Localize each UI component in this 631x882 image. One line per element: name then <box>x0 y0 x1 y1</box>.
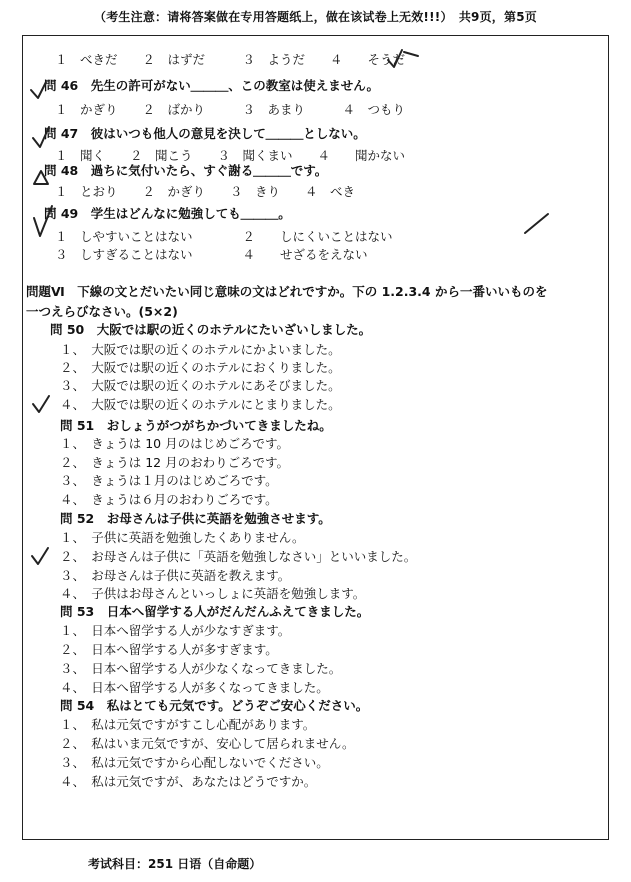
question-line: 一つえらびなさい。(5×2) <box>26 304 178 319</box>
option-line: ３ しすぎることはない ４ せざるをえない <box>55 247 368 262</box>
option-line: ４、 きょうは６月のおわりごろです。 <box>60 492 278 507</box>
option-line: ３、 お母さんは子供に英語を教えます。 <box>60 568 291 583</box>
question-line: 問 54 私はとても元気です。どうぞご安心ください。 <box>60 698 369 713</box>
question-line: 問 53 日本へ留学する人がだんだんふえてきました。 <box>60 604 370 619</box>
option-line: ２、 私はいま元気ですが、安心して居られません。 <box>60 736 355 751</box>
option-line: ２、 大阪では駅の近くのホテルにおくりました。 <box>60 360 341 375</box>
option-line: １ べきだ ２ はずだ ３ ようだ ４ そうだ <box>55 52 406 67</box>
option-line: １ しやすいことはない ２ しにくいことはない <box>55 229 393 244</box>
question-line: 問 46 先生の許可がない＿＿＿、この教室は使えません。 <box>44 78 379 93</box>
option-line: １ 聞く ２ 聞こう ３ 聞くまい ４ 聞かない <box>55 148 406 163</box>
option-line: ２、 きょうは 12 月のおわりごろです。 <box>60 455 289 470</box>
option-line: ４、 日本へ留学する人が多くなってきました。 <box>60 680 329 695</box>
option-line: １ とおり ２ かぎり ３ きり ４ べき <box>55 184 356 199</box>
option-line: ２、 日本へ留学する人が多すぎます。 <box>60 642 278 657</box>
option-line: １、 私は元気ですがすこし心配があります。 <box>60 717 316 732</box>
option-line: １、 きょうは 10 月のはじめごろです。 <box>60 436 289 451</box>
page-header: （考生注意：请将答案做在专用答题纸上，做在该试卷上无效!!!） 共9页，第5页 <box>94 10 537 24</box>
question-line: 問 50 大阪では駅の近くのホテルにたいざいしました。 <box>50 322 372 337</box>
option-line: ３、 きょうは１月のはじめごろです。 <box>60 473 278 488</box>
option-line: ４、 私は元気ですが、あなたはどうですか。 <box>60 774 317 789</box>
question-line: 問 48 過ちに気付いたら、すぐ謝る＿＿＿です。 <box>44 163 328 178</box>
question-line: 問 47 彼はいつも他人の意見を決して＿＿＿としない。 <box>44 126 366 141</box>
question-line: 問題Ⅵ 下線の文とだいたい同じ意味の文はどれですか。下の 1.2.3.4 から一番いいものを <box>26 284 548 299</box>
option-line: ３、 大阪では駅の近くのホテルにあそびました。 <box>60 378 341 393</box>
option-line: １、 大阪では駅の近くのホテルにかよいました。 <box>60 342 341 357</box>
option-line: ３、 日本へ留学する人が少なくなってきました。 <box>60 661 342 676</box>
question-line: 問 52 お母さんは子供に英語を勉強させます。 <box>60 511 331 526</box>
option-line: ４、 大阪では駅の近くのホテルにとまりました。 <box>60 397 341 412</box>
option-line: １、 子供に英語を勉強したくありません。 <box>60 530 305 545</box>
option-line: ２、 お母さんは子供に「英語を勉強しなさい」といいました。 <box>60 549 417 564</box>
question-line: 問 49 学生はどんなに勉強しても＿＿＿。 <box>44 206 291 221</box>
exam-subject-footer: 考试科目：251 日语（自命题） <box>88 857 262 871</box>
option-line: １ かぎり ２ ばかり ３ あまり ４ つもり <box>55 102 406 117</box>
option-line: １、 日本へ留学する人が少なすぎます。 <box>60 623 291 638</box>
option-line: ３、 私は元気ですから心配しないでください。 <box>60 755 329 770</box>
question-line: 問 51 おしょうがつがちかづいてきましたね。 <box>60 418 332 433</box>
option-line: ４、 子供はお母さんといっしょに英語を勉強します。 <box>60 586 366 601</box>
